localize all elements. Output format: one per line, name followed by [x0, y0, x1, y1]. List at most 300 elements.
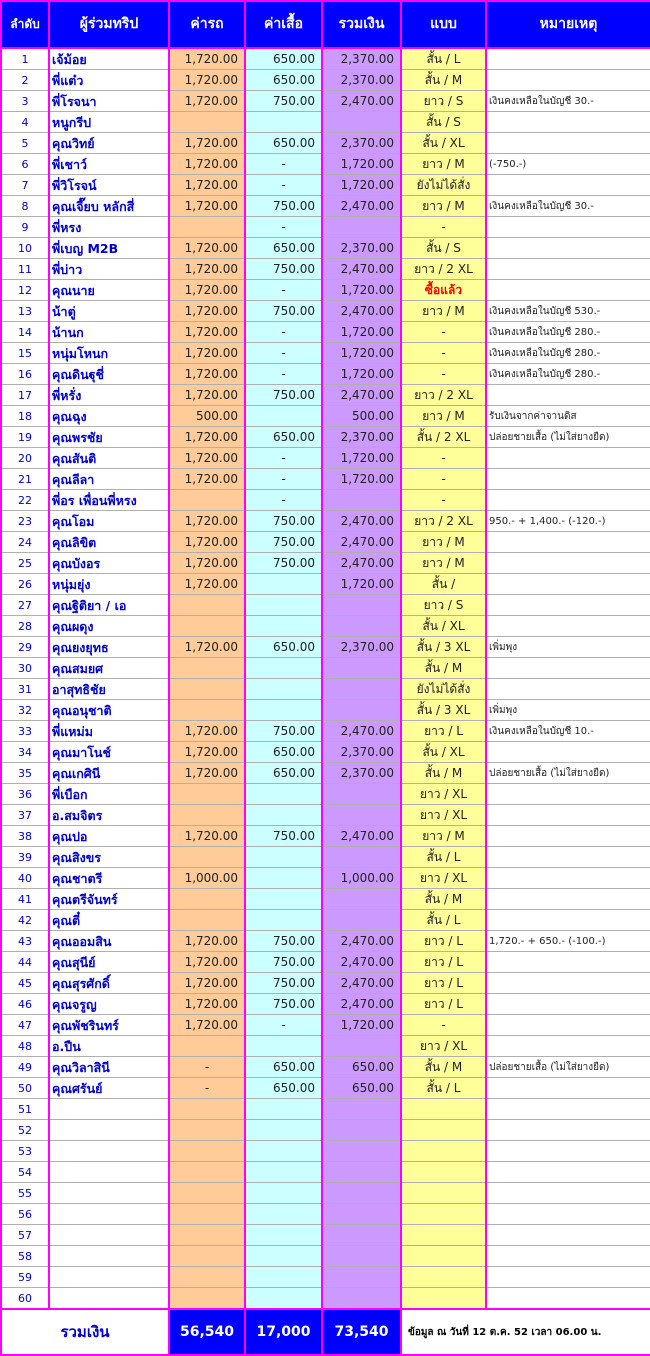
shirt-type [401, 1162, 486, 1183]
table-row [1, 595, 650, 616]
row-total: 1,720.00 [322, 469, 401, 490]
row-note [486, 784, 650, 805]
row-number: 54 [1, 1162, 49, 1183]
shirt-fee: - [245, 322, 322, 343]
table-row [1, 427, 650, 448]
shirt-fee: - [245, 1015, 322, 1036]
row-number: 38 [1, 826, 49, 847]
row-number: 12 [1, 280, 49, 301]
table-row [1, 532, 650, 553]
shirt-fee [245, 1120, 322, 1141]
row-note [486, 679, 650, 700]
car-fee: 1,720.00 [169, 532, 245, 553]
table-row [1, 847, 650, 868]
row-number: 56 [1, 1204, 49, 1225]
shirt-fee: - [245, 175, 322, 196]
car-fee: 1,720.00 [169, 196, 245, 217]
row-total: 2,470.00 [322, 259, 401, 280]
participant-name: คุณตี๋ [49, 910, 169, 931]
table-row [1, 784, 650, 805]
shirt-fee [245, 1246, 322, 1267]
row-note [486, 1036, 650, 1057]
row-total: 2,470.00 [322, 826, 401, 847]
row-number: 37 [1, 805, 49, 826]
car-fee [169, 1162, 245, 1183]
row-note: 950.- + 1,400.- (-120.-) [486, 511, 650, 532]
row-total [322, 805, 401, 826]
row-number: 18 [1, 406, 49, 427]
shirt-fee: 650.00 [245, 637, 322, 658]
row-total [322, 679, 401, 700]
shirt-type: ยาว / 2 XL [401, 385, 486, 406]
car-fee: 1,720.00 [169, 952, 245, 973]
shirt-type: - [401, 448, 486, 469]
table-row [1, 1204, 650, 1225]
shirt-type [401, 1183, 486, 1204]
shirt-fee [245, 406, 322, 427]
shirt-type: สั้น / L [401, 847, 486, 868]
shirt-type: ยาว / L [401, 973, 486, 994]
shirt-fee: 650.00 [245, 133, 322, 154]
row-total: 650.00 [322, 1057, 401, 1078]
table-row [1, 574, 650, 595]
row-total [322, 889, 401, 910]
row-total [322, 1162, 401, 1183]
row-total [322, 784, 401, 805]
shirt-fee [245, 112, 322, 133]
participant-name [49, 1099, 169, 1120]
shirt-type: ยาว / M [401, 553, 486, 574]
shirt-type: ยาว / S [401, 91, 486, 112]
table-row [1, 48, 650, 70]
row-note [486, 742, 650, 763]
row-note: รับเงินจากค่าจานดิส [486, 406, 650, 427]
shirt-type: สั้น / M [401, 658, 486, 679]
shirt-type: - [401, 490, 486, 511]
shirt-fee: 750.00 [245, 973, 322, 994]
shirt-type: ยาว / 2 XL [401, 511, 486, 532]
shirt-type: สั้น / L [401, 48, 486, 70]
row-number: 29 [1, 637, 49, 658]
participant-name: เจ้ม้อย [49, 48, 169, 70]
participant-name: คุณวิลาสินี [49, 1057, 169, 1078]
car-fee [169, 1288, 245, 1310]
table-row [1, 973, 650, 994]
row-number: 44 [1, 952, 49, 973]
row-note: เงินคงเหลือในบัญชี 530.- [486, 301, 650, 322]
participant-name: คุณสุนีย์ [49, 952, 169, 973]
car-fee: 1,720.00 [169, 721, 245, 742]
row-note [486, 805, 650, 826]
participant-name: พี่หรั่ง [49, 385, 169, 406]
row-total [322, 1120, 401, 1141]
participant-name: คุณดินฐุชี่ [49, 364, 169, 385]
shirt-fee: - [245, 364, 322, 385]
row-total: 1,720.00 [322, 322, 401, 343]
row-note [486, 595, 650, 616]
row-total: 2,470.00 [322, 196, 401, 217]
car-fee: 1,720.00 [169, 826, 245, 847]
shirt-fee: - [245, 469, 322, 490]
row-note [486, 1162, 650, 1183]
row-note: เงินคงเหลือในบัญชี 280.- [486, 322, 650, 343]
shirt-fee [245, 616, 322, 637]
shirt-type: สั้น / M [401, 70, 486, 91]
summary-row [1, 1309, 650, 1355]
car-fee [169, 700, 245, 721]
row-note: เงินคงเหลือในบัญชี 280.- [486, 364, 650, 385]
row-total [322, 490, 401, 511]
row-total: 2,470.00 [322, 91, 401, 112]
row-number: 14 [1, 322, 49, 343]
table-row [1, 1183, 650, 1204]
car-fee: 1,720.00 [169, 133, 245, 154]
shirt-type: ยาว / XL [401, 805, 486, 826]
summary-car-total: 56,540 [169, 1309, 245, 1355]
row-note [486, 1099, 650, 1120]
row-note [486, 1204, 650, 1225]
table-row [1, 70, 650, 91]
participant-name: พี่อร เพื่อนพี่หรง [49, 490, 169, 511]
shirt-type [401, 1120, 486, 1141]
shirt-type: - [401, 217, 486, 238]
participant-name: คุณมาโนช์ [49, 742, 169, 763]
shirt-fee: 650.00 [245, 742, 322, 763]
shirt-fee [245, 658, 322, 679]
table-row [1, 511, 650, 532]
car-fee: 1,720.00 [169, 973, 245, 994]
row-total: 2,370.00 [322, 238, 401, 259]
shirt-fee: 650.00 [245, 1078, 322, 1099]
row-number: 46 [1, 994, 49, 1015]
row-total: 1,720.00 [322, 1015, 401, 1036]
car-fee: 1,720.00 [169, 469, 245, 490]
participant-name: คุณออมสิน [49, 931, 169, 952]
table-row [1, 469, 650, 490]
table-body [1, 48, 650, 1309]
participant-name [49, 1267, 169, 1288]
participant-name [49, 1120, 169, 1141]
shirt-type: สั้น / L [401, 1078, 486, 1099]
shirt-fee: 750.00 [245, 511, 322, 532]
row-number: 48 [1, 1036, 49, 1057]
shirt-type: สั้น / 3 XL [401, 700, 486, 721]
row-note: (-750.-) [486, 154, 650, 175]
shirt-fee: - [245, 448, 322, 469]
table-row [1, 217, 650, 238]
car-fee: 1,720.00 [169, 427, 245, 448]
row-total: 2,370.00 [322, 637, 401, 658]
participant-name: พี่เบือก [49, 784, 169, 805]
table-row [1, 1267, 650, 1288]
car-fee: 500.00 [169, 406, 245, 427]
row-number: 32 [1, 700, 49, 721]
shirt-fee [245, 1036, 322, 1057]
row-number: 22 [1, 490, 49, 511]
table-row [1, 553, 650, 574]
table-row [1, 910, 650, 931]
shirt-type: ยาว / 2 XL [401, 259, 486, 280]
car-fee [169, 847, 245, 868]
shirt-type: ยังไม่ได้สั่ง [401, 679, 486, 700]
participant-name: คุณจรูญ [49, 994, 169, 1015]
shirt-type: สั้น / XL [401, 133, 486, 154]
participant-name: คุณสันติ [49, 448, 169, 469]
table-row [1, 616, 650, 637]
shirt-type: ยาว / XL [401, 868, 486, 889]
header-row [1, 1, 650, 48]
car-fee [169, 1036, 245, 1057]
shirt-type: - [401, 469, 486, 490]
car-fee [169, 1225, 245, 1246]
participant-name: พี่วิโรจน์ [49, 175, 169, 196]
shirt-fee: - [245, 280, 322, 301]
shirt-fee: 650.00 [245, 763, 322, 784]
table-row [1, 448, 650, 469]
row-number: 28 [1, 616, 49, 637]
row-number: 24 [1, 532, 49, 553]
shirt-type [401, 1288, 486, 1310]
shirt-type: สั้น / 3 XL [401, 637, 486, 658]
row-number: 34 [1, 742, 49, 763]
participant-name: พี่หรง [49, 217, 169, 238]
participant-name: คุณนาย [49, 280, 169, 301]
participant-name: อาสุทธิชัย [49, 679, 169, 700]
shirt-fee [245, 595, 322, 616]
table-row [1, 637, 650, 658]
row-number: 10 [1, 238, 49, 259]
row-total: 2,370.00 [322, 133, 401, 154]
car-fee: 1,720.00 [169, 154, 245, 175]
table-row [1, 280, 650, 301]
row-note [486, 469, 650, 490]
car-fee [169, 1183, 245, 1204]
table-row [1, 364, 650, 385]
table-row [1, 1225, 650, 1246]
header-note: หมายเหตุ [486, 1, 650, 48]
car-fee [169, 889, 245, 910]
table-row [1, 322, 650, 343]
row-note [486, 280, 650, 301]
participant-name: หนุ่มยุ่ง [49, 574, 169, 595]
shirt-type [401, 1267, 486, 1288]
row-number: 40 [1, 868, 49, 889]
row-total: 2,370.00 [322, 427, 401, 448]
shirt-fee [245, 910, 322, 931]
shirt-type: สั้น / M [401, 763, 486, 784]
shirt-type: ยาว / M [401, 826, 486, 847]
table-row [1, 1246, 650, 1267]
shirt-type: ยาว / M [401, 532, 486, 553]
row-note [486, 1246, 650, 1267]
shirt-type: สั้น / S [401, 238, 486, 259]
row-total: 2,370.00 [322, 763, 401, 784]
shirt-fee: 750.00 [245, 721, 322, 742]
shirt-fee: 650.00 [245, 1057, 322, 1078]
participant-name: คุณศรันย์ [49, 1078, 169, 1099]
row-number: 55 [1, 1183, 49, 1204]
car-fee [169, 1267, 245, 1288]
row-number: 30 [1, 658, 49, 679]
participant-name: อ.ปืน [49, 1036, 169, 1057]
table-row [1, 1120, 650, 1141]
table-row [1, 385, 650, 406]
table-row [1, 1057, 650, 1078]
shirt-type: ยาว / XL [401, 1036, 486, 1057]
participant-name [49, 1225, 169, 1246]
row-total: 1,720.00 [322, 175, 401, 196]
shirt-type: ยาว / XL [401, 784, 486, 805]
car-fee [169, 1120, 245, 1141]
row-number: 9 [1, 217, 49, 238]
row-note: เงินคงเหลือในบัญชี 30.- [486, 196, 650, 217]
summary-label: รวมเงิน [1, 1309, 169, 1355]
row-total: 1,720.00 [322, 343, 401, 364]
row-number: 50 [1, 1078, 49, 1099]
shirt-fee: 750.00 [245, 532, 322, 553]
car-fee: 1,720.00 [169, 931, 245, 952]
participant-name: คุณผดุง [49, 616, 169, 637]
car-fee: 1,720.00 [169, 343, 245, 364]
car-fee: 1,720.00 [169, 259, 245, 280]
row-total: 2,470.00 [322, 952, 401, 973]
participant-name: พี่แต๋ว [49, 70, 169, 91]
table-row [1, 301, 650, 322]
car-fee [169, 1099, 245, 1120]
participant-name: คุณสุรศักดิ์ [49, 973, 169, 994]
car-fee [169, 679, 245, 700]
table-row [1, 700, 650, 721]
row-note: เงินคงเหลือในบัญชี 280.- [486, 343, 650, 364]
row-note: เพิ่มพุง [486, 637, 650, 658]
participant-name: คุณตรีจันทร์ [49, 889, 169, 910]
row-total: 2,470.00 [322, 931, 401, 952]
row-total [322, 700, 401, 721]
car-fee [169, 805, 245, 826]
table-row [1, 238, 650, 259]
shirt-fee [245, 1141, 322, 1162]
row-total [322, 658, 401, 679]
shirt-type [401, 1204, 486, 1225]
car-fee [169, 112, 245, 133]
row-note [486, 133, 650, 154]
shirt-fee [245, 700, 322, 721]
table-row [1, 259, 650, 280]
header-total: รวมเงิน [322, 1, 401, 48]
table-row [1, 406, 650, 427]
participant-name [49, 1288, 169, 1310]
row-number: 15 [1, 343, 49, 364]
row-total: 2,470.00 [322, 532, 401, 553]
shirt-type: - [401, 322, 486, 343]
table-row [1, 889, 650, 910]
table-row [1, 1288, 650, 1310]
table-row [1, 1015, 650, 1036]
table-row [1, 721, 650, 742]
row-number: 6 [1, 154, 49, 175]
car-fee: 1,720.00 [169, 448, 245, 469]
participant-name: คุณเจี๊ยบ หลักสี่ [49, 196, 169, 217]
row-note: ปล่อยชายเสื้อ (ไม่ใส่ยางยืด) [486, 1057, 650, 1078]
table-row [1, 763, 650, 784]
row-note [486, 70, 650, 91]
row-note [486, 490, 650, 511]
shirt-type: สั้น / M [401, 889, 486, 910]
car-fee: 1,720.00 [169, 1015, 245, 1036]
shirt-type: ซื้อแล้ว [401, 280, 486, 301]
row-total: 1,720.00 [322, 280, 401, 301]
table-row [1, 1162, 650, 1183]
row-total: 1,720.00 [322, 448, 401, 469]
shirt-fee: - [245, 343, 322, 364]
participant-name: พี่เบญ M2B [49, 238, 169, 259]
row-note [486, 532, 650, 553]
row-total [322, 1267, 401, 1288]
shirt-fee [245, 1162, 322, 1183]
row-number: 43 [1, 931, 49, 952]
shirt-type: สั้น / XL [401, 742, 486, 763]
row-note: ปล่อยชายเสื้อ (ไม่ใส่ยางยืด) [486, 763, 650, 784]
participant-name: น้านก [49, 322, 169, 343]
participant-name: คุณยงยุทธ [49, 637, 169, 658]
shirt-fee: 650.00 [245, 427, 322, 448]
table-row [1, 91, 650, 112]
shirt-fee [245, 847, 322, 868]
car-fee: 1,720.00 [169, 763, 245, 784]
row-total: 2,370.00 [322, 742, 401, 763]
participant-name: คุณพรชัย [49, 427, 169, 448]
table-row [1, 805, 650, 826]
row-total [322, 1183, 401, 1204]
row-note: 1,720.- + 650.- (-100.-) [486, 931, 650, 952]
shirt-fee: 750.00 [245, 931, 322, 952]
participant-name: หนุ่มโหนก [49, 343, 169, 364]
shirt-fee: 750.00 [245, 91, 322, 112]
row-number: 25 [1, 553, 49, 574]
shirt-type [401, 1141, 486, 1162]
row-total: 2,470.00 [322, 994, 401, 1015]
participant-name: คุณฐิติยา / เอ [49, 595, 169, 616]
shirt-fee [245, 889, 322, 910]
row-total: 2,370.00 [322, 48, 401, 70]
shirt-fee: 650.00 [245, 70, 322, 91]
row-total [322, 1246, 401, 1267]
row-number: 7 [1, 175, 49, 196]
row-total [322, 217, 401, 238]
row-number: 59 [1, 1267, 49, 1288]
shirt-fee [245, 1183, 322, 1204]
row-number: 47 [1, 1015, 49, 1036]
row-note [486, 1015, 650, 1036]
participant-name [49, 1246, 169, 1267]
car-fee: - [169, 1078, 245, 1099]
row-number: 23 [1, 511, 49, 532]
row-number: 58 [1, 1246, 49, 1267]
shirt-fee [245, 574, 322, 595]
car-fee: 1,720.00 [169, 364, 245, 385]
car-fee [169, 595, 245, 616]
summary-shirt-total: 17,000 [245, 1309, 322, 1355]
row-number: 39 [1, 847, 49, 868]
car-fee: 1,720.00 [169, 91, 245, 112]
participant-name: คุณปอ [49, 826, 169, 847]
participant-name [49, 1162, 169, 1183]
row-total [322, 616, 401, 637]
row-number: 41 [1, 889, 49, 910]
row-total [322, 595, 401, 616]
row-total: 2,470.00 [322, 721, 401, 742]
shirt-fee [245, 805, 322, 826]
